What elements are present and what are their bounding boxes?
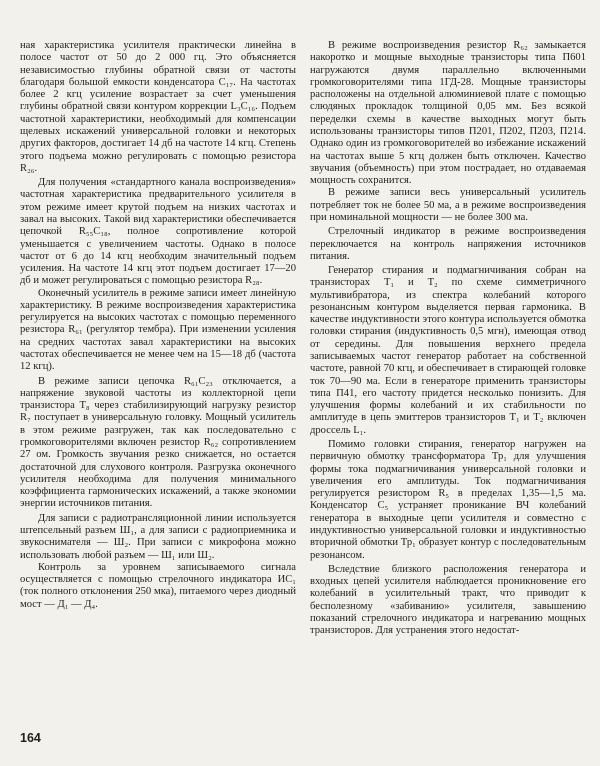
paragraph-right-2: В режиме записи весь универсальный усилитель потребляет ток не более 50 ма, а в режиме воспроизведения при номинальной мощности — не более 300 ма.	[310, 187, 586, 223]
paragraph-right-5: Помимо головки стирания, генератор нагружен на первичную обмотку трансформатора Тр₁ для улучшения формы тока подмагничивания универсальной головки и увеличения его амплитуды. Ток подмагничивания регулируется резистором R₅ в пределах 1,35—1,5 ма. Конденсатор C₅ устраняет проникание ВЧ колебаний генератора в выходные цепи усилителя и совместно с индуктивностью универсальной головки и индуктивностью вторичной обмотки Тр₁ образует контур с последовательным резонансом.	[310, 439, 586, 561]
page-number: 164	[20, 731, 41, 745]
paragraph-right-6: Вследствие близкого расположения генератора и входных цепей усилителя наблюдается проникновение его колебаний в усилительный тракт, что приводит к бесполезному «забиванию» усилителя, завышению показаний стрелочного индикатора и нагреванию мощных транзисторов. Для устранения этого недостат-	[310, 563, 586, 637]
paragraph-right-1: В режиме воспроизведения резистор R₆₂ замыкается накоротко и мощные выходные транзисторы типа П601 нагружаются двумя параллельно включенными громкоговорителями типа 1ГД-28. Мощные транзисторы расположены на отдельной алюминиевой плате с помощью слюдяных прокладок толщиной 0,05 мм. Без всякой переделки схемы в качестве выходных могут быть использованы транзисторы типов П201, П202, П203, П214. Однако один из громкоговорителей во избежание искажений на частотах выше 5 кгц должен быть отключен. Качество звучания (объемность) при этом пострадает, но отдаваемая мощность сохранится.	[310, 40, 586, 187]
paragraph-right-3: Стрелочный индикатор в режиме воспроизведения переключается на контроль напряжения источников питания.	[310, 226, 586, 262]
paragraph-left-5: Для записи с радиотрансляционной линии используется штепсельный разъем Ш₁, а для записи с радиоприемника и звукоснимателя — Ш₂. При записи с микрофона можно использовать любой разъем — Ш₁ или Ш₂.	[20, 512, 296, 561]
right-column	[310, 40, 586, 638]
paragraph-right-4: Генератор стирания и подмагничивания собран на транзисторах T₁ и T₂ по схеме симметричного мультивибратора, из спектра колебаний которого резонансным контуром выделяется первая гармоника. В качестве индуктивности этого контура используется обмотка головки стирания (индуктивность 0,5 мгн), имеющая отвод от середины. Для повышения верхнего предела записываемых частот генератор работает на собственной частоте, равной 70 кгц, и обеспечивает в стирающей головке ток 70—90 ма. Если в генераторе применить транзисторы типа П41, его частоту придется несколько понизить. Для улучшения формы колебаний и их стабильности по амплитуде в цепь эмиттеров транзисторов T₁ и T₂ включен дроссель L₁.	[310, 265, 586, 436]
paragraph-left-1: ная характеристика усилителя практически линейна в полосе частот от 50 до 2 000 гц. Это объясняется независимостью глубины обратной связи от частоты благодаря большой емкости конденсатора C₁₇. На частотах более 2 кгц усиление возрастает за счет уменьшения глубины обратной связи контуром коррекции L₃C₁₆. Подъем частотной характеристики, необходимый для компенсации щелевых искажений универсальной головки и некоторых других факторов, достигает 14 дб на частоте 14 кгц. Степень этого подъема можно регулировать с помощью резистора R₂₆.	[20, 40, 296, 174]
paragraph-left-4: В режиме записи цепочка R₆₁C₂₃ отключается, а напряжение звуковой частоты из коллекторной цепи транзистора T₈ через стабилизирующий нагрузку резистор R₇ поступает в универсальную головку. Мощный усилитель в этом режиме разгружен, так как последовательно с громкоговорителями включен резистор R₆₂ сопротивлением 27 ом. Громкость звучания резко снижается, но остается достаточной для слухового контроля. Разгрузка оконечного усилителя необходима для получения минимального коэффициента гармонических искажений, а также экономии энергии источников питания.	[20, 375, 296, 510]
paragraph-left-3: Оконечный усилитель в режиме записи имеет линейную характеристику. В режиме воспроизведения характеристика регулируется на высоких частотах с помощью переменного резистора R₆₁ (регулятор тембра). При изменении усиления на средних частотах завал характеристики на высоких частотах обеспечивается не менее чем на 15—18 дб (частота 12 кгц).	[20, 287, 296, 373]
paragraph-left-6: Контроль за уровнем записываемого сигнала осуществляется с помощью стрелочного индикатора ИС₁ (ток полного отклонения 250 мка), питаемого через диодный мост — Д₁ — Д₄.	[20, 561, 296, 610]
left-column	[20, 40, 296, 611]
paragraph-left-2: Для получения «стандартного канала воспроизведения» частотная характеристика предварительного усилителя в этом режиме имеет крутой подъем на низких частотах и завал на высоких. Такой вид характеристики обеспечивается цепочкой R₅₅C₁₈, полное сопротивление которой уменьшается с увеличением частоты. Однако в полосе частот от 6 до 14 кгц необходим значительный подъем усиления. На частоте 14 кгц этот подъем достигает 17—20 дб и может регулироваться с помощью резистора R₂₈.	[20, 177, 296, 287]
